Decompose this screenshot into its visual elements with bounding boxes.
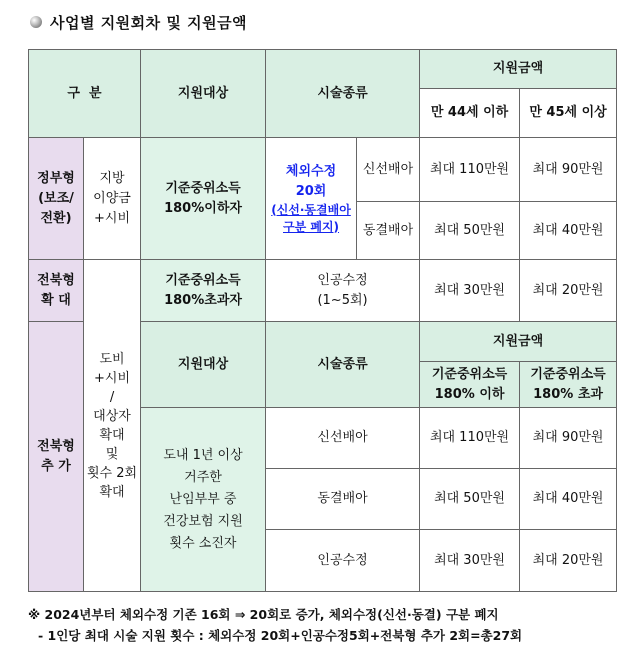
- header-amount: 지원금액: [420, 50, 617, 89]
- add-procedure-fresh: 신선배아: [266, 408, 420, 469]
- subheader-amount: 지원금액: [420, 322, 617, 362]
- ivf-line1: 체외수정: [285, 163, 337, 179]
- frozen-o45: 최대 40만원: [520, 202, 617, 260]
- subheader-procedure: 시술종류: [266, 322, 420, 408]
- section-title: [30, 11, 247, 33]
- iui-u44: 최대 30만원: [420, 260, 520, 322]
- ivf-line2: 20회: [295, 183, 327, 199]
- support-table: [28, 49, 617, 592]
- fresh-o45: 최대 90만원: [520, 138, 617, 202]
- header-procedure: 시술종류: [266, 50, 420, 138]
- add-fresh-c2: 최대 90만원: [520, 408, 617, 469]
- add-procedure-iui: 인공수정: [266, 530, 420, 592]
- procedure-fresh: 신선배아: [357, 138, 420, 202]
- target-exhausted: 도내 1년 이상 거주한 난임부부 중 건강보험 지원 횟수 소진자: [141, 408, 266, 592]
- ivf-line3: (신선·동결배아 구분 폐지): [271, 202, 351, 234]
- frozen-u44: 최대 50만원: [420, 202, 520, 260]
- iui-o45: 최대 20만원: [520, 260, 617, 322]
- note-1: ※ 2024년부터 체외수정 기존 16회 ⇒ 20회로 증가, 체외수정(신선·동결) 구분 폐지: [28, 607, 499, 622]
- add-frozen-c1: 최대 50만원: [420, 469, 520, 530]
- ivf-cell: [266, 138, 357, 260]
- procedure-iui: 인공수정 (1~5회): [266, 260, 420, 322]
- subheader-col2: 기준중위소득 180% 초과: [520, 362, 617, 408]
- target-above180: 기준중위소득 180%초과자: [141, 260, 266, 322]
- type-addition: 전북형 추 가: [29, 322, 84, 592]
- note-2: - 1인당 최대 시술 지원 횟수 : 체외수정 20회+인공수정5회+전북형 추가 2회=총27회: [38, 628, 523, 643]
- type-expansion: 전북형 확 대: [29, 260, 84, 322]
- bullet-icon: [30, 16, 42, 28]
- add-procedure-frozen: 동결배아: [266, 469, 420, 530]
- header-over45: 만 45세 이상: [520, 89, 617, 138]
- add-iui-c1: 최대 30만원: [420, 530, 520, 592]
- target-below180: 기준중위소득 180%이하자: [141, 138, 266, 260]
- add-iui-c2: 최대 20만원: [520, 530, 617, 592]
- funding-province: 도비 +시비 / 대상자 확대 및 횟수 2회 확대: [84, 260, 141, 592]
- procedure-frozen: 동결배아: [357, 202, 420, 260]
- subheader-col1: 기준중위소득 180% 이하: [420, 362, 520, 408]
- funding-local: 지방 이양금 +시비: [84, 138, 141, 260]
- subheader-target: 지원대상: [141, 322, 266, 408]
- fresh-u44: 최대 110만원: [420, 138, 520, 202]
- header-under44: 만 44세 이하: [420, 89, 520, 138]
- title-text: 사업별 지원회차 및 지원금액: [50, 13, 248, 32]
- add-fresh-c1: 최대 110만원: [420, 408, 520, 469]
- header-category: 구 분: [29, 50, 141, 138]
- add-frozen-c2: 최대 40만원: [520, 469, 617, 530]
- footnotes: [28, 604, 522, 646]
- type-government: 정부형 (보조/ 전환): [29, 138, 84, 260]
- header-target: 지원대상: [141, 50, 266, 138]
